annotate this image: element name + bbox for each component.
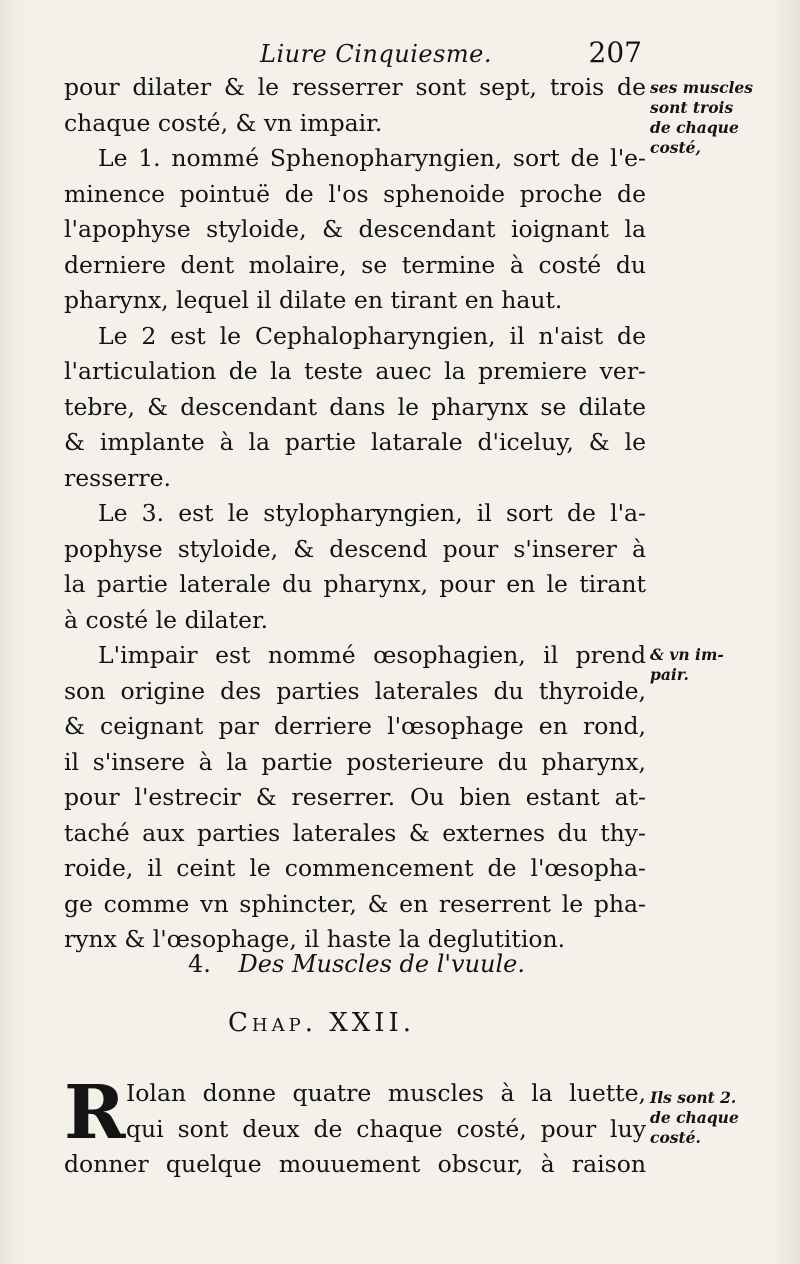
margin-note (650, 1088, 790, 1148)
margin-note-line: Ils sont 2. (650, 1088, 737, 1107)
text-line: derniere dent molaire, se termine à costé du (64, 250, 646, 279)
margin-note-line: costé, (650, 138, 701, 157)
text-line: Le 2 est le Cephalopharyngien, il n'aist de (98, 321, 646, 350)
section-title: Des Muscles de l'vuule. (238, 950, 525, 978)
section-number: 4. (188, 950, 211, 978)
text-line: & ceignant par derriere l'œsophage en rond, (64, 712, 646, 740)
margin-note (650, 78, 790, 158)
text-line: son origine des parties laterales du thyroide, (64, 676, 646, 705)
text-line: la partie laterale du pharynx, pour en le tirant (64, 570, 646, 598)
text-line: ge comme vn sphincter, & en reserrent le pha- (64, 889, 646, 918)
text-line: pour dilater & le resserrer sont sept, trois de (64, 73, 646, 101)
main-text-block (64, 70, 646, 958)
margin-note-line: de chaque (650, 118, 739, 137)
text-line: Iolan donne quatre muscles à la luette, (126, 1079, 646, 1107)
text-line: roide, il ceint le commencement de l'œsopha- (64, 854, 646, 882)
text-line: tebre, & descendant dans le pharynx se dilate (64, 392, 646, 421)
text-line: l'apophyse styloide, & descendant ioignant la (64, 215, 646, 243)
page-number: 207 (588, 36, 642, 69)
text-line: à costé le dilater. (64, 605, 269, 634)
margin-note-line: ses muscles (650, 78, 754, 97)
text-line: chaque costé, & vn impair. (64, 108, 383, 137)
text-line: pophyse styloide, & descend pour s'inserer à (64, 534, 646, 563)
text-line: Le 3. est le stylopharyngien, il sort de l'a- (98, 499, 646, 527)
text-line: il s'insere à la partie posterieure du pharynx, (64, 747, 646, 776)
text-line: pharynx, lequel il dilate en tirant en haut. (64, 286, 563, 314)
text-line: rynx & l'œsophage, il haste la deglutition. (64, 925, 566, 953)
text-line: l'articulation de la teste auec la premiere ver- (64, 357, 646, 385)
text-line: donner quelque mouuement obscur, à raison (64, 1150, 646, 1178)
text-line: L'impair est nommé œsophagien, il prend (98, 641, 646, 669)
text-line: qui sont deux de chaque costé, pour luy (126, 1114, 646, 1143)
margin-note (650, 645, 790, 685)
running-head (240, 32, 660, 72)
text-line: Le 1. nommé Sphenopharyngien, sort de l'e- (98, 144, 646, 172)
margin-note-line: sont trois (650, 98, 734, 117)
text-line: & implante à la partie latarale d'iceluy, & le (64, 428, 646, 456)
drop-cap: R (64, 1070, 126, 1156)
margin-note-line: pair. (650, 665, 689, 684)
section-heading (188, 950, 608, 978)
chapter-heading: Chap. XXII. (228, 1008, 416, 1038)
text-line: taché aux parties laterales & externes du thy- (64, 818, 646, 847)
margin-note-line: & vn im- (650, 645, 724, 664)
running-title: Liure Cinquiesme. (260, 40, 492, 68)
text-line: minence pointuë de l'os sphenoide proche de (64, 179, 646, 208)
chapter-text-block (64, 1070, 646, 1183)
margin-note-line: de chaque (650, 1108, 739, 1127)
text-line: pour l'estrecir & reserrer. Ou bien estant at- (64, 783, 646, 811)
margin-note-line: costé. (650, 1128, 701, 1147)
text-line: resserre. (64, 463, 172, 492)
